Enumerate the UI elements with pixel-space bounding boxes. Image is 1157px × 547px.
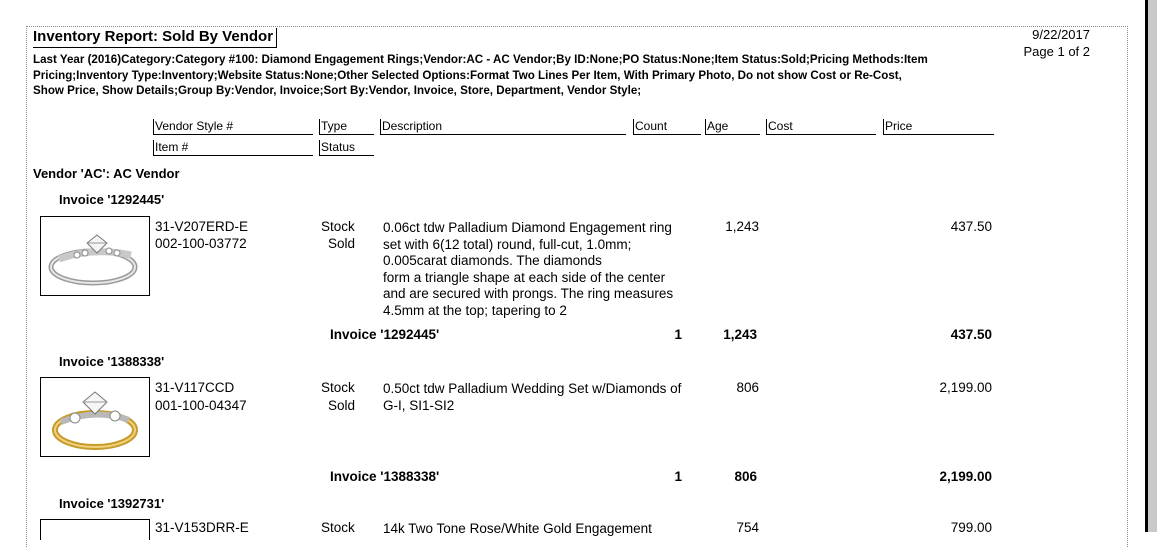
col-header-count: Count — [633, 119, 701, 135]
report-criteria: Last Year (2016)Category:Category #100: Diamond Engagement Rings;Vendor:AC - AC Vendor;By ID:None;PO Status:None;Item Status:Sold;Pricing Methods:Item Pricing;Inventory Type:Inventory;Website Status:None;Other Selected Options:Format Two Lines Per Item, With Primary Photo, Do not show Cost or Re-Cost, Show Price, Show Details;Group By:Vendor, Invoice;Sort By:Vendor, Invoice, Store, Department, Vendor Style; — [33, 53, 928, 97]
item-type: Stock — [321, 520, 355, 535]
ring-photo — [40, 519, 150, 540]
invoice-total-price: 437.50 — [950, 327, 992, 342]
item-description: 14k Two Tone Rose/White Gold Engagement — [383, 521, 652, 536]
invoice-header: Invoice '1388338' — [59, 354, 165, 369]
item-age: 754 — [736, 520, 759, 535]
invoice-total-age: 1,243 — [723, 327, 757, 342]
vendor-group-header: Vendor 'AC': AC Vendor — [33, 166, 180, 181]
item-status: Sold — [328, 398, 356, 413]
item-price: 2,199.00 — [939, 380, 992, 395]
col-header-type: Type — [319, 119, 374, 135]
invoice-total-count: 1 — [674, 469, 682, 484]
item-description: 0.06ct tdw Palladium Diamond Engagement ring set with 6(12 total) round, full-cut, 1.0mm; 0.005carat diamonds. The diamonds form a triangle shape at each side of the center and are secured with prongs. The ring measures 4.5mm at the top; tapering to 2 — [383, 220, 674, 318]
report-date: 9/22/2017 — [1032, 27, 1090, 42]
item-age: 806 — [736, 380, 759, 395]
vendor-style: 31-V117CCD — [155, 380, 235, 395]
window-frame-shadow — [1148, 0, 1157, 532]
col-header-vendor-style: Vendor Style # — [153, 119, 313, 135]
item-status: Sold — [328, 236, 356, 251]
item-price: 799.00 — [950, 520, 992, 535]
item-type: Stock — [321, 219, 355, 234]
item-age: 1,243 — [725, 219, 759, 234]
invoice-header: Invoice '1292445' — [59, 192, 165, 207]
col-header-status: Status — [319, 140, 374, 156]
invoice-total-count: 1 — [674, 327, 682, 342]
item-number: 002-100-03772 — [155, 236, 247, 251]
item-number: 001-100-04347 — [155, 398, 247, 413]
col-header-age: Age — [705, 119, 760, 135]
col-header-cost: Cost — [766, 119, 876, 135]
vendor-style: 31-V207ERD-E — [155, 219, 249, 234]
col-header-description: Description — [380, 119, 626, 135]
invoice-total-label: Invoice '1292445' — [330, 327, 440, 342]
report-title: Inventory Report: Sold By Vendor — [33, 28, 277, 48]
vendor-style: 31-V153DRR-E — [155, 520, 249, 535]
item-type: Stock — [321, 380, 355, 395]
col-header-price: Price — [883, 119, 994, 135]
invoice-total-age: 806 — [734, 469, 757, 484]
item-description: 0.50ct tdw Palladium Wedding Set w/Diamonds of G-I, SI1-SI2 — [383, 381, 682, 413]
col-header-item: Item # — [153, 140, 313, 156]
page-number: Page 1 of 2 — [1023, 44, 1090, 59]
item-price: 437.50 — [950, 219, 992, 234]
invoice-total-price: 2,199.00 — [939, 469, 992, 484]
invoice-header: Invoice '1392731' — [59, 496, 165, 511]
invoice-total-label: Invoice '1388338' — [330, 469, 440, 484]
white-gold-ring-photo — [40, 216, 150, 296]
yellow-gold-ring-photo — [40, 377, 150, 457]
